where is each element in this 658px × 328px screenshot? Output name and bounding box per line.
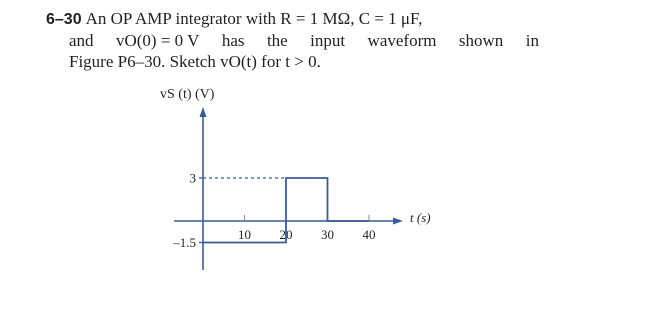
problem-line-2-word: input [310, 31, 346, 50]
x-tick-label: 40 [362, 227, 376, 242]
y-axis-label: vS (t) (V) [160, 87, 215, 102]
problem-line-2-word: waveform [367, 31, 437, 50]
y-axis-arrow [200, 107, 207, 117]
problem-line-2-word: vO(0) = 0 V [115, 31, 200, 50]
y-tick-label: 3 [189, 170, 196, 186]
problem-line-2-word: the [266, 31, 288, 50]
x-tick-label: 30 [321, 227, 334, 242]
x-tick-label: 20 [279, 227, 293, 242]
y-tick-label: –1.5 [173, 234, 196, 250]
problem-line-2-word: has [221, 31, 245, 50]
problem-line-3: Figure P6–30. Sketch vO(t) for t > 0. [69, 52, 321, 71]
problem-number: 6–30 [46, 11, 82, 28]
problem-line-2-word: and [69, 31, 94, 50]
x-axis-arrow [393, 218, 403, 225]
problem-line-2-word: in [525, 31, 539, 50]
waveform-line [203, 178, 369, 242]
x-axis-label: t (s) [410, 210, 431, 225]
problem-line-2-word: shown [458, 31, 504, 50]
problem-text-line-1: An OP AMP integrator with R = 1 MΩ, C = 1 μF, [85, 9, 423, 28]
x-tick-label: 10 [238, 227, 251, 242]
